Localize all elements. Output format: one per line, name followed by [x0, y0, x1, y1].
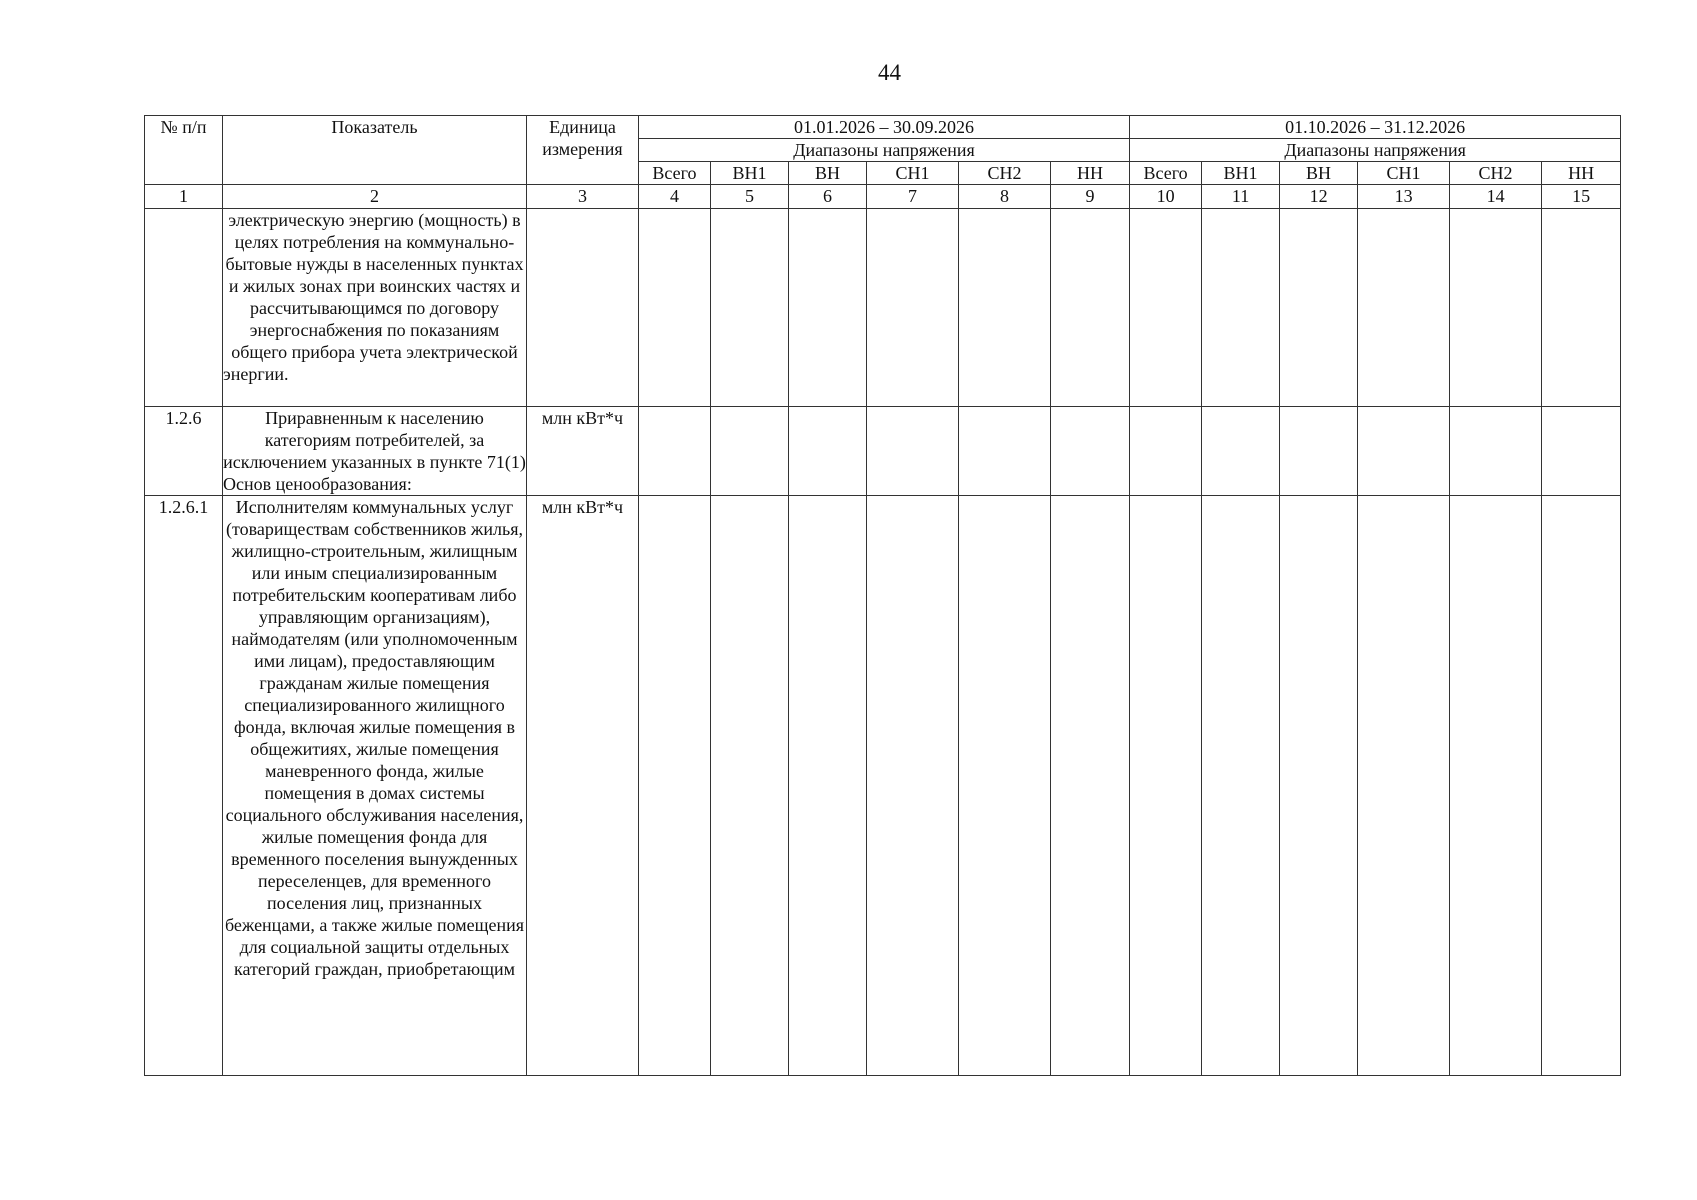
subheader-sn1: СН1 — [1358, 162, 1450, 185]
row-number: 1.2.6.1 — [145, 496, 223, 1076]
column-number: 7 — [867, 185, 959, 209]
value-cell — [1202, 209, 1280, 407]
subheader-sn1: СН1 — [867, 162, 959, 185]
subheader-total: Всего — [639, 162, 711, 185]
indicator-text: электрическую энергию (мощность) в целях потребления на коммунально-бытовые нужды в населенных пунктах и жилых зонах при воинских частях и рассчитывающимся по договору энергоснабжения по показаниям общего прибора учета электрической энергии. — [223, 210, 524, 384]
consumption-table — [144, 115, 1621, 1076]
value-cell — [959, 407, 1051, 496]
value-cell — [1202, 407, 1280, 496]
value-cell — [867, 496, 959, 1076]
header-voltage-ranges-1: Диапазоны напряжения — [639, 139, 1130, 162]
column-number: 10 — [1130, 185, 1202, 209]
column-number: 11 — [1202, 185, 1280, 209]
value-cell — [639, 407, 711, 496]
subheader-nn: НН — [1542, 162, 1621, 185]
table-row — [145, 407, 1621, 496]
column-number: 12 — [1280, 185, 1358, 209]
value-cell — [1202, 496, 1280, 1076]
column-number: 1 — [145, 185, 223, 209]
header-period-1: 01.01.2026 – 30.09.2026 — [639, 116, 1130, 139]
subheader-total: Всего — [1130, 162, 1202, 185]
header-num: № п/п — [145, 116, 223, 185]
subheader-vn: ВН — [1280, 162, 1358, 185]
column-number: 2 — [223, 185, 527, 209]
page-number: 44 — [878, 60, 901, 85]
indicator-text: Исполнителям коммунальных услуг (товариществам собственников жилья, жилищно-строительным, жилищным или иным специализированным потребительским кооперативам либо управляющим организациям), наймодателям (или уполномоченным ими лицам), предоставляющим гражданам жилые помещения специализированного жилищного фонда, включая жилые помещения в общежитиях, жилые помещения маневренного фонда, жилые помещения в домах системы социального обслуживания населения, жилые помещения фонда для временного поселения вынужденных переселенцев, для временного поселения лиц, признанных беженцами, а также жилые помещения для социальной защиты отдельных категорий граждан, приобретающим — [224, 497, 525, 979]
column-number: 14 — [1450, 185, 1542, 209]
value-cell — [711, 209, 789, 407]
subheader-vn1: ВН1 — [1202, 162, 1280, 185]
column-number: 9 — [1051, 185, 1130, 209]
indicator-text: Приравненным к населению категориям потребителей, за исключением указанных в пункте 71(1) Основ ценообразования: — [223, 408, 526, 494]
value-cell — [1130, 209, 1202, 407]
subheader-sn2: СН2 — [1450, 162, 1542, 185]
value-cell — [1051, 209, 1130, 407]
header-indicator: Показатель — [223, 116, 527, 185]
value-cell — [1130, 496, 1202, 1076]
subheader-vn: ВН — [789, 162, 867, 185]
value-cell — [1130, 407, 1202, 496]
value-cell — [1542, 496, 1621, 1076]
header-voltage-ranges-2: Диапазоны напряжения — [1130, 139, 1621, 162]
value-cell — [1280, 407, 1358, 496]
column-number: 15 — [1542, 185, 1621, 209]
value-cell — [1542, 209, 1621, 407]
value-cell — [711, 496, 789, 1076]
value-cell — [1280, 496, 1358, 1076]
row-number — [145, 209, 223, 407]
subheader-sn2: СН2 — [959, 162, 1051, 185]
value-cell — [1450, 407, 1542, 496]
value-cell — [1051, 496, 1130, 1076]
value-cell — [711, 407, 789, 496]
value-cell — [1542, 407, 1621, 496]
column-number: 5 — [711, 185, 789, 209]
value-cell — [1280, 209, 1358, 407]
table-row — [145, 496, 1621, 1076]
subheader-vn1: ВН1 — [711, 162, 789, 185]
value-cell — [639, 496, 711, 1076]
header-period-2: 01.10.2026 – 31.12.2026 — [1130, 116, 1621, 139]
value-cell — [1358, 407, 1450, 496]
column-number: 8 — [959, 185, 1051, 209]
value-cell — [789, 496, 867, 1076]
value-cell — [1358, 209, 1450, 407]
table-row — [145, 209, 1621, 407]
value-cell — [867, 209, 959, 407]
value-cell — [639, 209, 711, 407]
column-number: 6 — [789, 185, 867, 209]
value-cell — [1450, 209, 1542, 407]
column-number: 4 — [639, 185, 711, 209]
value-cell — [959, 209, 1051, 407]
value-cell — [1450, 496, 1542, 1076]
unit-cell: млн кВт*ч — [527, 407, 639, 496]
unit-cell: млн кВт*ч — [527, 496, 639, 1076]
value-cell — [789, 407, 867, 496]
value-cell — [1358, 496, 1450, 1076]
row-number: 1.2.6 — [145, 407, 223, 496]
column-number: 13 — [1358, 185, 1450, 209]
column-number: 3 — [527, 185, 639, 209]
value-cell — [789, 209, 867, 407]
value-cell — [959, 496, 1051, 1076]
header-unit: Единица измерения — [527, 116, 639, 185]
unit-cell — [527, 209, 639, 407]
value-cell — [1051, 407, 1130, 496]
value-cell — [867, 407, 959, 496]
column-number-row — [145, 185, 1621, 209]
subheader-nn: НН — [1051, 162, 1130, 185]
